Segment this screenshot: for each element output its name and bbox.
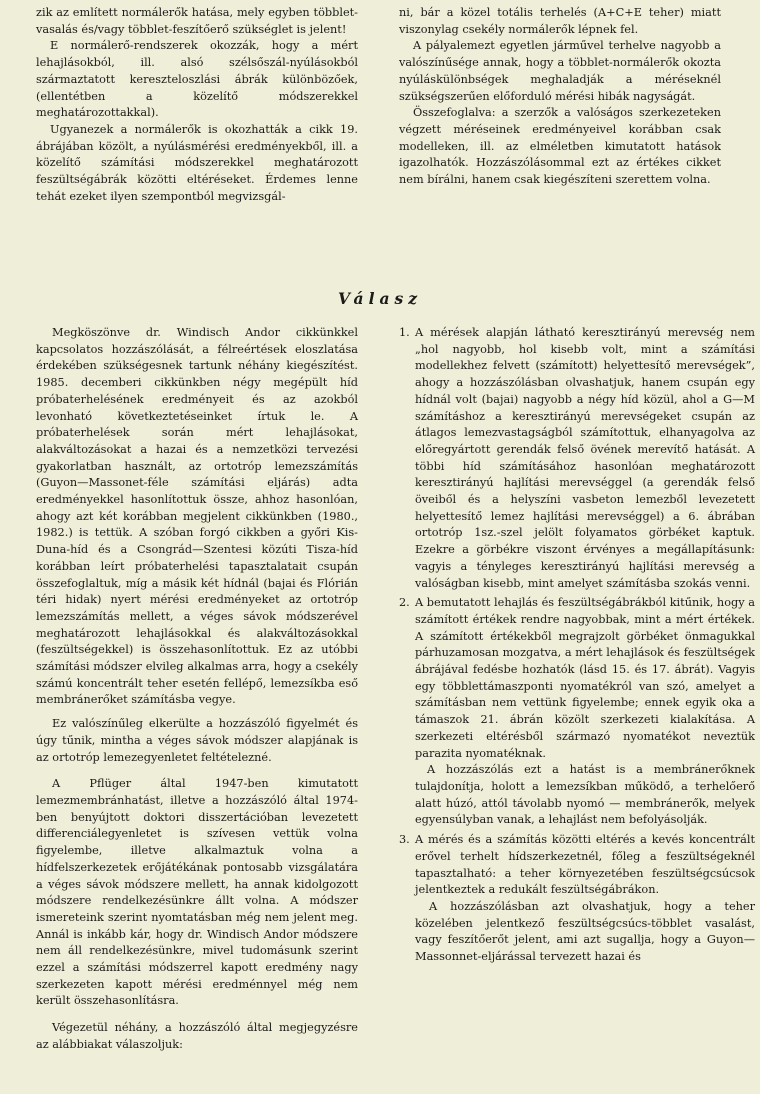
paragraph: Összefoglalva: a szerzők a valóságos szerkezeteken végzett méréseinek eredményeivel korábban csak modelleken, ill. az elméletben kimutatott hatások igazolhatók. Hozzászólásommal ezt az értékes cikket nem bírálni, hanem csak kiegészíteni szerettem volna. bbox=[399, 106, 721, 187]
paragraph: A Pflüger által 1947-ben kimutatott lemezmembránhatást, illetve a hozzászóló által 1974-ben benyújtott doktori disszertációban levezetett differenciálegyenletet is szívesen vettük volna figyelembe, illetve alkalmaztuk volna a hídfelszerkezetek erőjátékának pontosabb vizsgálatára a véges sávok módszere mellett, ha annak kidolgozott módszere rendelkezésünkre állt volna. A módszer ismereteink szerint nyomtatásban még nem jelent meg. Annál is inkább kár, hogy dr. Windisch Andor módszere nem áll rendelkezésünkre, mivel tudomásunk szerint ezzel a számítási módszerrel kapott eredmény nagy szerkezeten kapott mérési eredménnyel még nem került összehasonlításra. bbox=[36, 777, 358, 1008]
paragraph: E normálerő-rendszerek okozzák, hogy a mért lehajlásokból, ill. alsó szélsőszál-nyúlásokból származtatott kereszteloszlási ábrák különbözőek, (ellentétben a közelítő módszerekkel meghatározottakkal). bbox=[36, 39, 358, 120]
item-paragraph: A mérés és a számítás közötti eltérés a kevés koncentrált erővel terhelt hídszerkezetnél, főleg a feszültségeknél tapasztalható: a teher környezetében feszültségcsúcsok jelentkeztek a redukált feszültségábrákon. bbox=[415, 833, 755, 897]
paragraph: A pályalemezt egyetlen járművel terhelve nagyobb a valószínűsége annak, hogy a többlet-normálerők okozta nyúláskülönbségek meghaladják a méréseknél szükségszerűen előforduló mérési hibák nagyságát. bbox=[399, 39, 721, 103]
paragraph: Ugyanezek a normálerők is okozhatták a cikk 19. ábrájában közölt, a nyúlásmérési eredményekből, ill. a közelítő számítási módszerekkel meghatározott feszültségábrák közötti eltéréseket. Érdemes lenne tehát ezeket ilyen szempontból megvizsgál- bbox=[36, 122, 358, 203]
top-left-column bbox=[36, 5, 358, 205]
numbered-item bbox=[399, 832, 755, 899]
numbered-item bbox=[399, 595, 755, 829]
item-paragraph: A bemutatott lehajlás és feszültségábrákból kitűnik, hogy a számított értékek rendre nagyobbak, mint a mért értékek. A számított értékekből megrajzolt görbéket önmagukkal párhuzamosan mozgatva, a mért lehajlások és feszültségek ábrájával fedésbe hozhatók (lásd 15. és 17. ábrát). Vagyis egy többlettámaszponti nyomatékról van szó, amelyet a számításban nem vettünk figyelembe; ennek egyik oka a támaszok 21. ábrán közölt szerkezeti kialakítása. A szerkezeti eltérésből származó nyomatékot neveztük parazita nyomatéknak. bbox=[415, 596, 755, 760]
item-paragraph: A hozzászólás ezt a hatást is a membránerőknek tulajdonítja, holott a lemezsíkban működő, a terhelőerő alatt húzó, attól távolabb nyomó — membránerők, melyek egyensúlyban vanak, a lehajlást nem befolyásolják. bbox=[415, 763, 755, 827]
item-number: 3. bbox=[399, 833, 410, 847]
item-number: 1. bbox=[399, 326, 410, 339]
bottom-left-column bbox=[36, 325, 358, 1054]
paragraph: Ez valószínűleg elkerülte a hozzászóló figyelmét és úgy tűnik, mintha a véges sávok módszer alapjának is az ortotróp lemezegyenletet feltételezné. bbox=[36, 717, 358, 764]
numbered-item bbox=[399, 325, 755, 592]
item-paragraph: A mérések alapján látható keresztirányú merevség nem „hol nagyobb, hol kisebb volt, mint a számítási modellekhez felvett (számított) helyettesítő merevségek”, ahogy a hozzászólásban olvashatjuk, hanem csupán egy hídnál volt (bajai) nagyobb a négy híd közül, ahol a G—M számításhoz a keresztirányú merevségeket csupán az átlagos lemezvastagságból számítottuk, elhanyagolva az előregyártott gerendák felső övének merevítő hatását. A többi híd számításához hasonlóan meghatározott keresztirányú hajlítási merevséggel (a gerendák felső öveiből és a helyszíni vasbeton lemezből levezetett helyettesítő lemez hajlítási merevséggel) a 6. ábrában ortotróp 1sz.-szel jelölt folyamatos görbéket kaptuk. Ezekre a görbékre viszont érvényes a megállapításunk: vagyis a tényleges keresztirányú hajlítási merevség a valóságban kisebb, mint amelyet számításba szokás venni. bbox=[415, 326, 755, 590]
paragraph: Megköszönve dr. Windisch Andor cikkünkkel kapcsolatos hozzászólását, a félreértések eloszlatása érdekében szükségesnek tartunk néhány kiegészítést. 1985. decemberi cikkünkben négy megépült híd próbaterhelésének eredményeit és az azokból levonható következtetéseinket írtuk le. A próbaterhelések során mért lehajlásokat, alakváltozásokat a hazai és a nemzetközi tervezési gyakorlatban használt, az ortotróp lemezszámítás (Guyon—Massonet-féle számítási eljárás) adta eredményekkel hasonlítottuk össze, ahhoz hasonlóan, ahogy azt két korábban megjelent cikkünkben (1980., 1982.) is tettük. A szóban forgó cikkben a győri Kis-Duna-híd és a Csongrád—Szentesi közúti Tisza-híd korábban leírt próbaterhelési tapasztalatait csupán összefoglaltuk, míg a másik két hídnál (bajai és Flórián téri hidak) nyert mérési eredményeket az ortotróp lemezszámítás mellett, a véges sávok módszerével meghatározott lehajlásokkal és alakváltozásokkal (feszültségekkel) is összehasonlítottuk. Ez az utóbbi számítási módszer elvileg alkalmas arra, hogy a csekély számú koncentrált teher esetén fellépő, lemezsíkba eső membránerőket számításba vegye. bbox=[36, 326, 358, 707]
paragraph: A hozzászólásban azt olvashatjuk, hogy a teher közelében jelentkező feszültségcsúcs-többlet vasalást, vagy feszítőerőt jelent, ami azt sugallja, hogy a Guyon—Massonnet-eljárással tervezett hazai és bbox=[415, 899, 755, 964]
top-right-column bbox=[399, 5, 721, 189]
bottom-right-column bbox=[399, 325, 755, 966]
section-title: Válasz bbox=[337, 289, 423, 308]
paragraph: Végezetül néhány, a hozzászóló által megjegyzésre az alábbiakat válaszoljuk: bbox=[36, 1021, 358, 1051]
item-number: 2. bbox=[399, 596, 410, 610]
paragraph: zik az említett normálerők hatása, mely egyben többlet-vasalás és/vagy többlet-feszítőerő szükséglet is jelent! bbox=[36, 6, 358, 36]
paragraph: ni, bár a közel totális terhelés (A+C+E teher) miatt viszonylag csekély normálerők lépnek fel. bbox=[399, 6, 721, 36]
